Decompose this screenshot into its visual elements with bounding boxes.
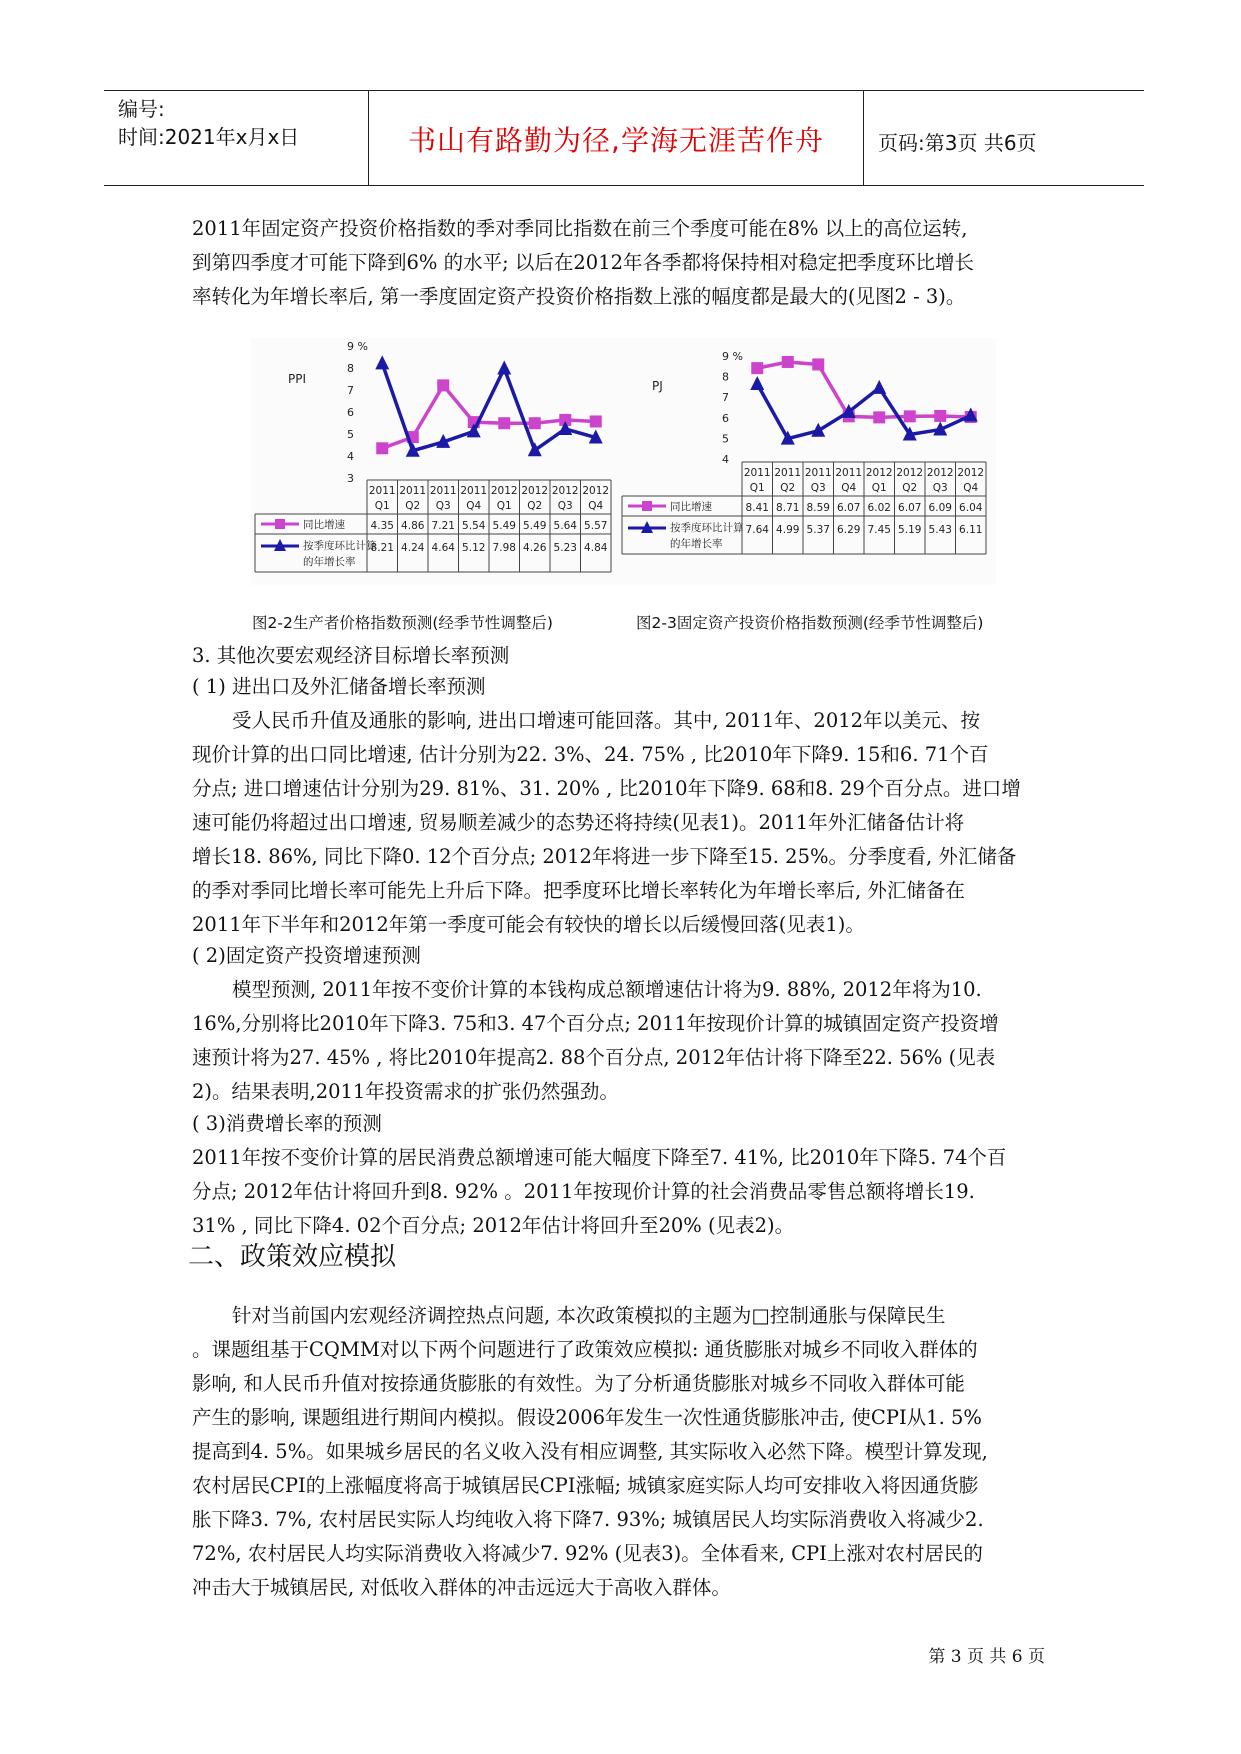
data-label: 7.21 (431, 520, 455, 532)
x-tick-quarter: Q1 (374, 500, 390, 512)
x-tick-year: 2011 (774, 467, 802, 479)
subsection-heading: ( 3)消费增长率的预测 (192, 1112, 382, 1135)
x-tick-quarter: Q1 (496, 500, 512, 512)
paragraph-line: 现价计算的出口同比增速, 估计分别为22. 3%、24. 75% , 比2010年下降9. 15和6. 71个百 (192, 743, 989, 766)
data-point-square (498, 417, 510, 429)
chart-title: PJ (652, 379, 663, 393)
paragraph-line: 影响, 和人民币升值对按捺通货膨胀的有效性。为了分析通货膨胀对城乡不同收入群体可能 (192, 1372, 965, 1395)
y-tick-label: 6 (347, 406, 354, 419)
y-tick-label: 7 (347, 384, 354, 397)
x-tick-quarter: Q2 (527, 500, 543, 512)
x-tick-year: 2011 (429, 485, 457, 497)
paragraph-line: 2011年按不变价计算的居民消费总额增速可能大幅度下降至7. 41%, 比2010年下降5. 74个百 (192, 1146, 1007, 1169)
data-label: 5.12 (462, 542, 486, 554)
data-label: 6.02 (867, 502, 891, 514)
subsection-heading: ( 1) 进出口及外汇储备增长率预测 (192, 675, 486, 698)
x-tick-year: 2011 (368, 485, 396, 497)
data-label: 6.11 (959, 524, 983, 536)
paragraph-line: 到第四季度才可能下降到6% 的水平; 以后在2012年各季都将保持相对稳定把季度环比增长 (192, 251, 975, 274)
paragraph-line: 2011年下半年和2012年第一季度可能会有较快的增长以后缓慢回落(见表1)。 (192, 913, 865, 936)
paragraph-line: 模型预测, 2011年按不变价计算的本钱构成总额增速估计将为9. 88%, 2012年将为10. (232, 978, 982, 1001)
data-point-square (751, 362, 763, 374)
document-date: 时间:2021年x月x日 (118, 125, 300, 149)
data-label: 4.99 (776, 524, 800, 536)
paragraph-line: 提高到4. 5%。如果城乡居民的名义收入没有相应调整, 其实际收入必然下降。模型计算发现, (192, 1440, 988, 1463)
x-tick-quarter: Q4 (588, 500, 604, 512)
paragraph-line: 31% , 同比下降4. 02个百分点; 2012年估计将回升至20% (见表2)。 (192, 1214, 795, 1237)
paragraph-line: 2)。结果表明,2011年投资需求的扩张仍然强劲。 (192, 1080, 619, 1103)
legend-label-1: 同比增速 (670, 501, 712, 513)
paragraph-line: 。课题组基于CQMM对以下两个问题进行了政策效应模拟: 通货膨胀对城乡不同收入群体的 (192, 1338, 978, 1361)
x-tick-year: 2011 (460, 485, 488, 497)
data-point-square (437, 379, 449, 391)
y-tick-label: 8 (722, 370, 729, 384)
x-tick-year: 2011 (804, 467, 832, 479)
paragraph-line: 72%, 农村居民人均实际消费收入将减少7. 92% (见表3)。全体看来, CPI上涨对农村居民的 (192, 1542, 983, 1565)
x-tick-quarter: Q4 (841, 482, 857, 494)
legend-marker-square (642, 501, 652, 511)
data-label: 4.24 (401, 542, 425, 554)
paragraph-line: 农村居民CPI的上涨幅度将高于城镇居民CPI涨幅; 城镇家庭实际人均可安排收入将因通货膨 (192, 1474, 979, 1497)
data-label: 8.71 (776, 502, 800, 514)
paragraph-line: 受人民币升值及通胀的影响, 进出口增速可能回落。其中, 2011年、2012年以美元、按 (232, 709, 981, 732)
x-tick-quarter: Q3 (810, 482, 826, 494)
data-point-square (376, 442, 388, 454)
x-tick-quarter: Q4 (963, 482, 979, 494)
paragraph-line: 冲击大于城镇居民, 对低收入群体的冲击远远大于高收入群体。 (192, 1576, 731, 1599)
data-label: 6.29 (837, 524, 861, 536)
y-tick-label: 7 (722, 391, 729, 405)
paragraph-line: 速预计将为27. 45% , 将比2010年提高2. 88个百分点, 2012年估计将下降至22. 56% (见表 (192, 1046, 996, 1069)
paragraph-line: 分点; 2012年估计将回升到8. 92% 。2011年按现价计算的社会消费品零售总额将增长19. (192, 1180, 975, 1203)
x-tick-quarter: Q3 (932, 482, 948, 494)
paragraph-line: 胀下降3. 7%, 农村居民实际人均纯收入将下降7. 93%; 城镇居民人均实际消费收入将减少2. (192, 1508, 984, 1531)
paragraph-line: 增长18. 86%, 同比下降0. 12个百分点; 2012年将进一步下降至15. 25%。分季度看, 外汇储备 (192, 845, 1017, 868)
data-point-square (812, 358, 824, 370)
legend-label-1: 同比增速 (303, 519, 345, 531)
data-label: 4.86 (401, 520, 425, 532)
data-point-square (934, 410, 946, 422)
fixed-asset-price-chart (618, 338, 996, 585)
page-footer: 第 3 页 共 6 页 (928, 1647, 1045, 1667)
figure-charts (0, 0, 1241, 620)
document-number-label: 编号: (118, 97, 165, 121)
data-label: 5.43 (928, 524, 952, 536)
x-tick-year: 2012 (926, 467, 954, 479)
chart-title: PPI (288, 372, 307, 386)
data-label: 7.98 (492, 542, 516, 554)
figure-caption-ppi: 图2-2生产者价格指数预测(经季节性调整后) (252, 614, 553, 632)
y-tick-label: 6 (722, 411, 729, 425)
paragraph-line: 速可能仍将超过出口增速, 贸易顺差减少的态势还将持续(见表1)。2011年外汇储备估计将 (192, 811, 965, 834)
figure-caption-investment: 图2-3固定资产投资价格指数预测(经季节性调整后) (636, 614, 984, 632)
data-point-square (873, 411, 885, 423)
y-tick-label: 4 (347, 450, 354, 463)
ppi-chart (251, 338, 621, 585)
y-tick-label: 4 (722, 453, 729, 466)
header-motto: 书山有路勤为径,学海无涯苦作舟 (408, 124, 824, 157)
data-label: 5.57 (584, 520, 608, 532)
data-label: 5.19 (898, 524, 922, 536)
x-tick-year: 2012 (490, 485, 518, 497)
x-tick-quarter: Q4 (466, 500, 482, 512)
legend-label-2-cont: 的年增长率 (303, 556, 356, 568)
x-tick-year: 2012 (551, 485, 579, 497)
data-point-square (529, 417, 541, 429)
x-tick-year: 2012 (865, 467, 893, 479)
x-tick-quarter: Q2 (780, 482, 796, 494)
x-tick-quarter: Q1 (871, 482, 887, 494)
legend-marker-square (275, 519, 285, 529)
x-tick-year: 2012 (521, 485, 549, 497)
legend-label-2: 按季度环比计算 (303, 540, 377, 552)
data-label: 4.26 (523, 542, 547, 554)
y-tick-label: 3 (347, 472, 354, 485)
x-tick-quarter: Q1 (749, 482, 765, 494)
data-point-square (904, 410, 916, 422)
data-label: 5.64 (553, 520, 577, 532)
x-tick-year: 2011 (399, 485, 427, 497)
x-tick-quarter: Q3 (557, 500, 573, 512)
x-tick-quarter: Q2 (902, 482, 918, 494)
y-tick-label: 5 (722, 432, 729, 446)
data-label: 5.23 (553, 542, 577, 554)
data-label: 4.84 (584, 542, 608, 554)
paragraph-line: 的季对季同比增长率可能先上升后下降。把季度环比增长率转化为年增长率后, 外汇储备在 (192, 879, 965, 902)
paragraph-line: 16%,分别将比2010年下降3. 75和3. 47个百分点; 2011年按现价计算的城镇固定资产投资增 (192, 1012, 999, 1035)
y-tick-label: 5 (347, 428, 354, 441)
data-label: 5.37 (806, 524, 830, 536)
data-label: 8.59 (806, 502, 830, 514)
data-label: 8.21 (370, 542, 394, 554)
paragraph-line: 2011年固定资产投资价格指数的季对季同比指数在前三个季度可能在8% 以上的高位运转, (192, 217, 968, 240)
legend-label-2: 按季度环比计算 (670, 522, 744, 534)
y-tick-label: 9 % (347, 340, 368, 353)
data-label: 6.09 (928, 502, 952, 514)
y-tick-label: 8 (347, 362, 354, 375)
x-tick-year: 2012 (896, 467, 924, 479)
y-tick-label: 9 % (722, 350, 743, 363)
x-tick-year: 2011 (835, 467, 863, 479)
x-tick-year: 2012 (582, 485, 610, 497)
data-label: 6.07 (837, 502, 861, 514)
data-label: 4.64 (431, 542, 455, 554)
data-label: 4.35 (370, 520, 394, 532)
data-label: 7.64 (745, 524, 769, 536)
data-label: 5.54 (462, 520, 486, 532)
x-tick-quarter: Q3 (435, 500, 451, 512)
paragraph-line: 分点; 进口增速估计分别为29. 81%、31. 20% , 比2010年下降9. 68和8. 29个百分点。进口增 (192, 777, 1021, 800)
paragraph-line: 针对当前国内宏观经济调控热点问题, 本次政策模拟的主题为□控制通胀与保障民生 (232, 1304, 946, 1327)
data-point-square (590, 415, 602, 427)
section-title: 二、政策效应模拟 (188, 1242, 397, 1272)
data-label: 7.45 (867, 524, 891, 536)
data-label: 5.49 (492, 520, 516, 532)
x-tick-year: 2012 (957, 467, 985, 479)
data-point-square (782, 356, 794, 368)
subsection-heading: 3. 其他次要宏观经济目标增长率预测 (192, 644, 510, 667)
legend-label-2-cont: 的年增长率 (670, 538, 723, 550)
x-tick-year: 2011 (743, 467, 771, 479)
data-label: 6.07 (898, 502, 922, 514)
data-label: 8.41 (745, 502, 769, 514)
data-label: 5.49 (523, 520, 547, 532)
data-label: 6.04 (959, 502, 983, 514)
paragraph-line: 率转化为年增长率后, 第一季度固定资产投资价格指数上涨的幅度都是最大的(见图2 - 3)。 (192, 285, 966, 308)
x-tick-quarter: Q2 (405, 500, 421, 512)
paragraph-line: 产生的影响, 课题组进行期间内模拟。假设2006年发生一次性通货膨胀冲击, 使CPI从1. 5% (192, 1406, 982, 1429)
subsection-heading: ( 2)固定资产投资增速预测 (192, 944, 421, 967)
header-page-number: 页码:第3页 共6页 (878, 131, 1037, 155)
